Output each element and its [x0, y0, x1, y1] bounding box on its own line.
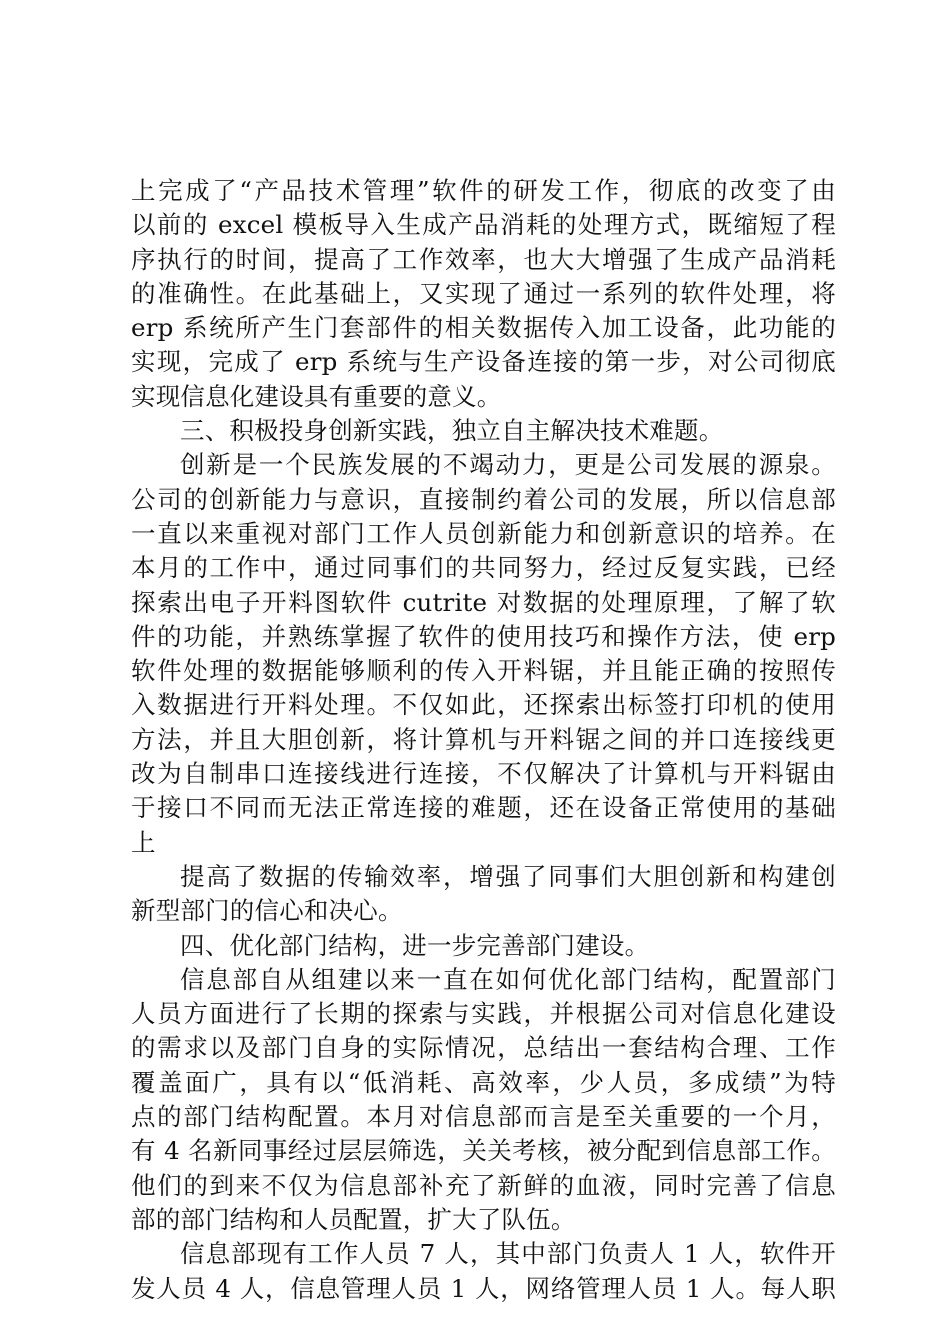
section-heading: 四、优化部门结构，进一步完善部门建设。 — [180, 930, 650, 960]
text-line: 上 — [131, 827, 156, 857]
text-line: 创新是一个民族发展的不竭动力，更是公司发展的源泉。 — [180, 450, 836, 480]
text-line: 有 4 名新同事经过层层筛选，关关考核，被分配到信息部工作。 — [131, 1136, 836, 1166]
text-line: 软件处理的数据能够顺利的传入开料锯，并且能正确的按照传 — [131, 656, 836, 686]
text-line: 信息部现有工作人员 7 人，其中部门负责人 1 人，软件开 — [180, 1239, 836, 1269]
text-line: 一直以来重视对部门工作人员创新能力和创新意识的培养。在 — [131, 518, 836, 548]
text-line: erp 系统所产生门套部件的相关数据传入加工设备，此功能的 — [131, 313, 836, 343]
text-line: 公司的创新能力与意识，直接制约着公司的发展，所以信息部 — [131, 484, 836, 514]
text-line: 部的部门结构和人员配置，扩大了队伍。 — [131, 1204, 576, 1234]
text-line: 点的部门结构配置。本月对信息部而言是至关重要的一个月， — [131, 1102, 836, 1132]
text-line: 他们的到来不仅为信息部补充了新鲜的血液，同时完善了信息 — [131, 1170, 836, 1200]
text-line: 实现，完成了 erp 系统与生产设备连接的第一步，对公司彻底 — [131, 347, 836, 377]
document-body — [131, 174, 836, 1306]
text-line: 人员方面进行了长期的探索与实践，并根据公司对信息化建设 — [131, 999, 836, 1029]
text-line: 上完成了“产品技术管理”软件的研发工作，彻底的改变了由 — [131, 176, 836, 205]
text-line: 信息部自从组建以来一直在如何优化部门结构，配置部门 — [180, 964, 836, 994]
text-line: 提高了数据的传输效率，增强了同事们大胆创新和构建创 — [180, 861, 836, 891]
text-line: 的需求以及部门自身的实际情况，总结出一套结构合理、工作 — [131, 1033, 836, 1063]
text-line: 入数据进行开料处理。不仅如此，还探索出标签打印机的使用 — [131, 690, 836, 720]
text-line: 实现信息化建设具有重要的意义。 — [131, 381, 502, 411]
text-line: 改为自制串口连接线进行连接，不仅解决了计算机与开料锯由 — [131, 759, 836, 789]
text-line: 于接口不同而无法正常连接的难题，还在设备正常使用的基础 — [131, 793, 836, 823]
text-line: 发人员 4 人，信息管理人员 1 人，网络管理人员 1 人。每人职 — [131, 1273, 836, 1303]
text-line: 以前的 excel 模板导入生成产品消耗的处理方式，既缩短了程 — [131, 210, 836, 240]
text-line: 的准确性。在此基础上，又实现了通过一系列的软件处理，将 — [131, 278, 836, 308]
text-line: 探索出电子开料图软件 cutrite 对数据的处理原理，了解了软 — [131, 587, 836, 617]
section-heading: 三、积极投身创新实践，独立自主解决技术难题。 — [180, 416, 724, 446]
text-line: 方法，并且大胆创新，将计算机与开料锯之间的并口连接线更 — [131, 724, 836, 754]
text-line: 件的功能，并熟练掌握了软件的使用技巧和操作方法，使 erp — [131, 621, 836, 651]
text-line: 新型部门的信心和决心。 — [131, 896, 403, 926]
text-line: 覆盖面广，具有以“低消耗、高效率，少人员，多成绩”为特 — [131, 1067, 836, 1097]
text-line: 本月的工作中，通过同事们的共同努力，经过反复实践，已经 — [131, 553, 836, 583]
text-line: 序执行的时间，提高了工作效率，也大大增强了生成产品消耗 — [131, 244, 836, 274]
